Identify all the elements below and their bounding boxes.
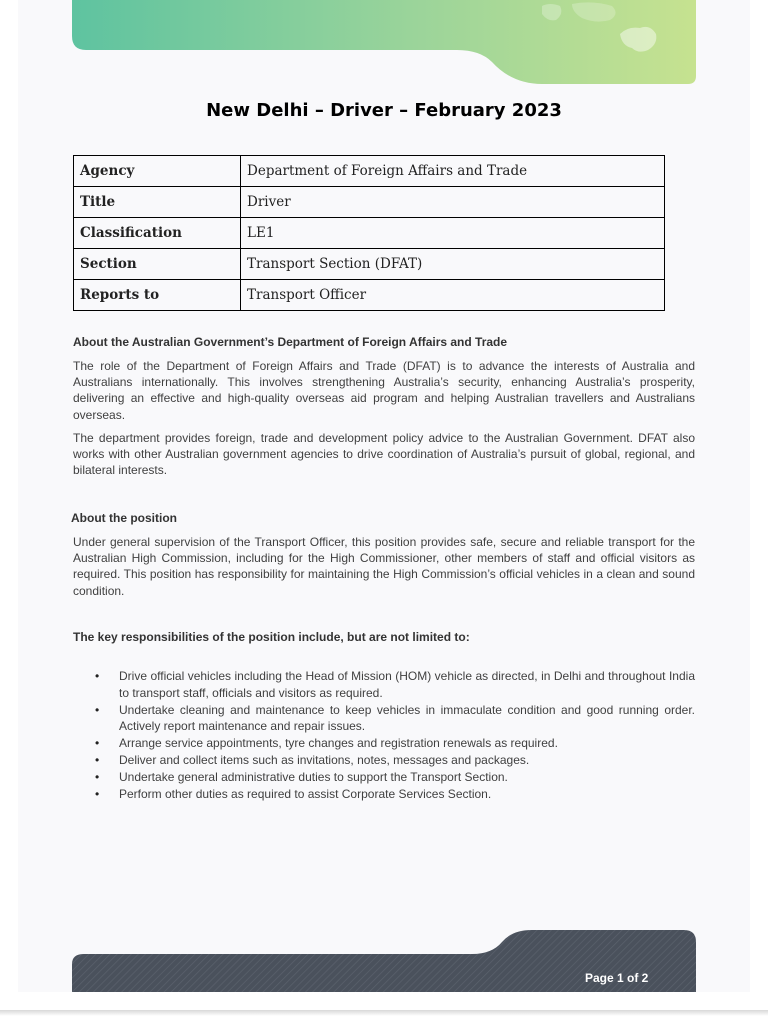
list-item: • Undertake general administrative duties to support the Transport Section. [95,769,508,784]
list-item: • Drive official vehicles including the Head of Mission (HOM) vehicle as directed, in Delhi and throughout India to transport staff, officials and visitors as required. [95,669,695,700]
responsibilities-heading: The key responsibilities of the position include, but are not limited to: [73,630,470,644]
table-value: Transport Section (DFAT) [241,249,665,280]
bullet-icon: • [95,669,100,683]
table-label: Agency [74,156,241,187]
table-row [74,156,665,187]
about-dfat-paragraph-1: The role of the Department of Foreign Affairs and Trade (DFAT) is to advance the interests of Australia and Australians internationally. This involves strengthening Australia’s security, enhancing Australia’s prosperity, delivering an effective and high-quality overseas aid program and helping Australian travellers and Australians overseas. [73,359,695,422]
table-row [74,187,665,218]
table-row [74,218,665,249]
page-number: Page 1 of 2 [585,971,649,985]
table-value: Department of Foreign Affairs and Trade [241,156,665,187]
list-item: • Arrange service appointments, tyre changes and registration renewals as required. [95,736,558,751]
bullet-icon: • [95,786,100,801]
responsibilities-list [73,668,695,802]
position-info-table [73,155,665,311]
table-row [74,249,665,280]
table-label: Title [74,187,241,218]
bullet-icon: • [95,752,100,767]
document-page [18,0,750,992]
about-position-heading: About the position [71,511,177,525]
table-value: LE1 [241,218,665,249]
bullet-icon: • [95,736,100,751]
table-label: Classification [74,218,241,249]
about-dfat-heading: About the Australian Government’s Department of Foreign Affairs and Trade [73,335,508,349]
table-value: Transport Officer [241,280,665,311]
list-item: • Perform other duties as required to assist Corporate Services Section. [95,786,492,801]
table-value: Driver [241,187,665,218]
about-position-paragraph: Under general supervision of the Transport Officer, this position provides safe, secure and reliable transport for the Australian High Commission, including for the High Commissioner, other members of staff and official visitors as required. This position has responsibility for maintaining the High Commission’s official vehicles in a clean and sound condition. [73,535,695,598]
table-row [74,280,665,311]
bullet-icon: • [95,702,100,717]
list-item: • Undertake cleaning and maintenance to keep vehicles in immaculate condition and good running order. Actively report maintenance and repair issues. [95,702,695,734]
about-dfat-paragraph-2: The department provides foreign, trade and development policy advice to the Australian Government. DFAT also works with other Australian government agencies to drive coordination of Australia’s pursuit of global, regional, and bilateral interests. [73,431,695,478]
bullet-icon: • [95,769,100,784]
page-shadow [0,1010,768,1016]
table-label: Section [74,249,241,280]
list-item: • Deliver and collect items such as invitations, notes, messages and packages. [95,752,530,767]
table-label: Reports to [74,280,241,311]
document-title: New Delhi – Driver – February 2023 [206,100,562,121]
header-banner [72,0,696,86]
